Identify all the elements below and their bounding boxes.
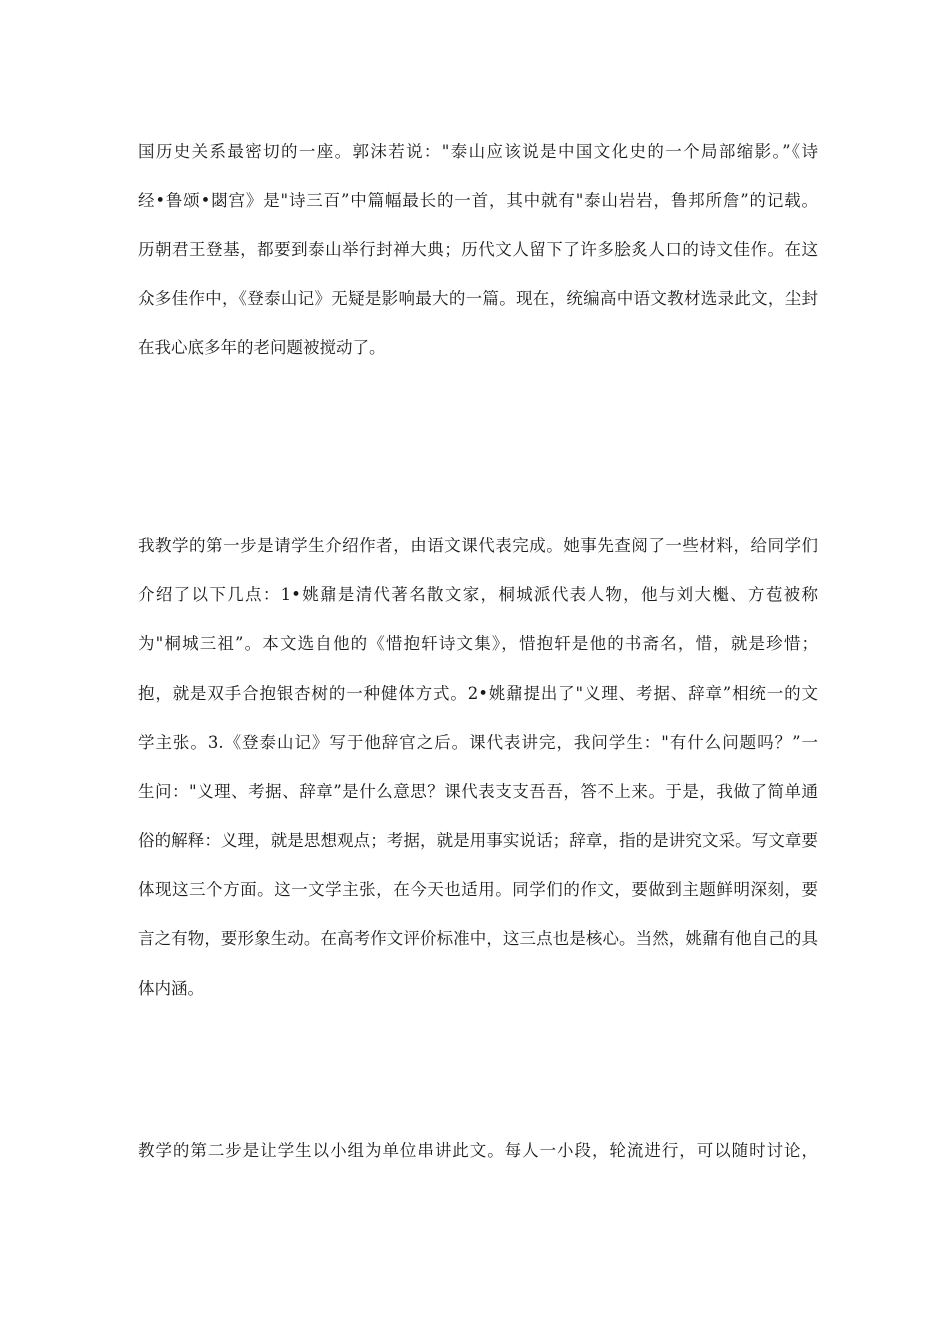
text-line: 经•鲁颂•閟宫》是"诗三百”中篇幅最长的一首，其中就有"泰山岩岩，鲁邦所詹”的记载。 (138, 191, 818, 210)
text-line: 介绍了以下几点：1•姚鼐是清代著名散文家，桐城派代表人物，他与刘大櫆、方苞被称 (138, 585, 818, 604)
text-line: 国历史关系最密切的一座。郭沫若说："泰山应该说是中国文化史的一个局部缩影。”《诗 (138, 142, 818, 161)
text-line: 抱，就是双手合抱银杏树的一种健体方式。2•姚鼐提出了"义理、考据、辞章”相统一的文 (138, 684, 818, 703)
text-line: 众多佳作中，《登泰山记》无疑是影响最大的一篇。现在，统编高中语文教材选录此文，尘封 (138, 289, 818, 308)
text-line: 教学的第二步是让学生以小组为单位串讲此文。每人一小段，轮流进行，可以随时讨论， (138, 1141, 818, 1160)
text-line: 体现这三个方面。这一文学主张，在今天也适用。同学们的作文，要做到主题鲜明深刻，要 (138, 880, 818, 899)
text-line: 俗的解释：义理，就是思想观点；考据，就是用事实说话；辞章，指的是讲究文采。写文章要 (138, 831, 818, 850)
text-line: 在我心底多年的老问题被搅动了。 (138, 338, 386, 357)
text-line: 言之有物，要形象生动。在高考作文评价标准中，这三点也是核心。当然，姚鼐有他自己的具 (138, 929, 818, 948)
text-line: 生问："义理、考据、辞章”是什么意思？课代表支支吾吾，答不上来。于是，我做了简单通 (138, 782, 818, 801)
text-line: 历朝君王登基，都要到泰山举行封禅大典；历代文人留下了许多脍炙人口的诗文佳作。在这 (138, 240, 818, 259)
text-line: 学主张。3.《登泰山记》写于他辞官之后。课代表讲完，我问学生："有什么问题吗？”一 (138, 733, 818, 752)
text-line: 我教学的第一步是请学生介绍作者，由语文课代表完成。她事先查阅了一些材料，给同学们 (138, 536, 818, 555)
text-line: 体内涵。 (138, 979, 204, 998)
text-line: 为"桐城三祖”。本文选自他的《惜抱轩诗文集》，惜抱轩是他的书斋名，惜，就是珍惜； (138, 634, 818, 653)
